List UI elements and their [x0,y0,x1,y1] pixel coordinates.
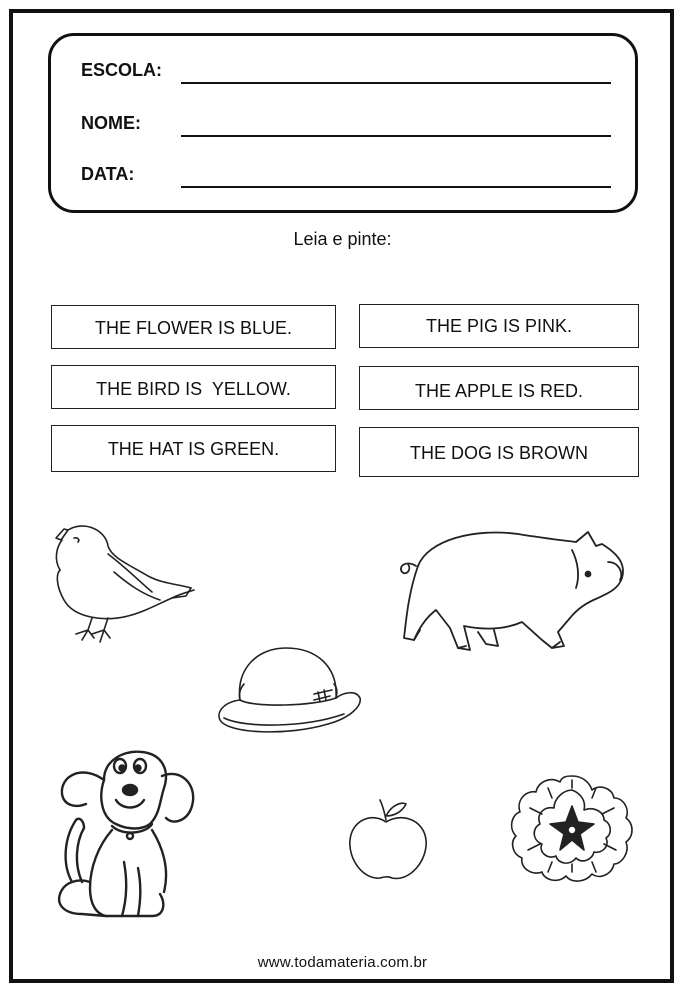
student-info-box [48,33,638,213]
date-field-row [81,162,613,192]
sentence-hat: THE HAT IS GREEN. [51,425,336,472]
website-footer: www.todamateria.com.br [257,954,428,971]
date-label: DATA: [81,164,135,184]
apple-drawing [344,796,434,886]
instruction-text: Leia e pinte: [293,229,392,249]
school-field-row [81,58,613,88]
sentence-bird: THE BIRD IS YELLOW. [51,365,336,409]
bird-drawing [48,518,198,650]
date-input-line[interactable] [181,186,611,188]
sentence-apple: THE APPLE IS RED. [359,366,639,410]
name-input-line[interactable] [181,135,611,137]
hat-drawing [214,640,364,740]
dog-drawing [42,742,202,924]
sentence-dog: THE DOG IS BROWN [359,427,639,477]
sentence-flower: THE FLOWER IS BLUE. [51,305,336,349]
name-field-row [81,111,613,141]
school-input-line[interactable] [181,82,611,84]
school-label: ESCOLA: [81,60,162,80]
flower-drawing [509,773,635,883]
pig-drawing [392,522,632,658]
sentence-pig: THE PIG IS PINK. [359,304,639,348]
name-label: NOME: [81,113,141,133]
